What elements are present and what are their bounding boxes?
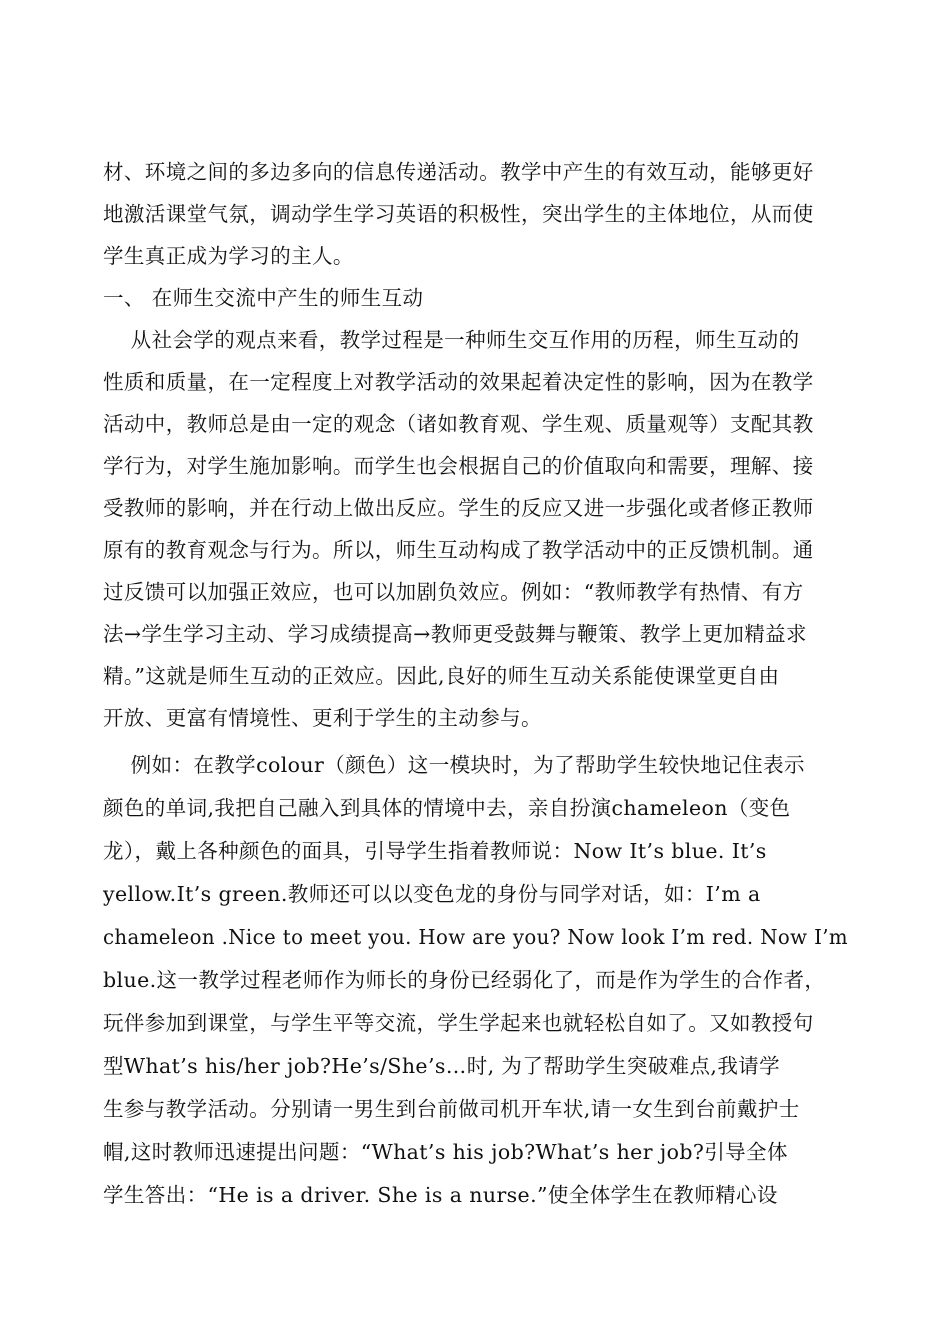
paragraph-line: 例如：在教学colour（颜色）这一模块时，为了帮助学生较快地记住表示 (103, 753, 805, 777)
paragraph-line: 学行为，对学生施加影响。而学生也会根据自己的价值取向和需要，理解、接 (103, 454, 814, 478)
paragraph-line: 法→学生学习主动、学习成绩提高→教师更受鼓舞与鞭策、教学上更加精益求 (103, 622, 807, 646)
paragraph-line: 材、环境之间的多边多向的信息传递活动。教学中产生的有效互动，能够更好 (103, 160, 814, 184)
paragraph-line: 龙），戴上各种颜色的面具，引导学生指着教师说：Now It’s blue. It’s (103, 839, 767, 863)
paragraph-line: 活动中，教师总是由一定的观念（诸如教育观、学生观、质量观等）支配其教 (103, 412, 814, 436)
paragraph-line: 受教师的影响，并在行动上做出反应。学生的反应又进一步强化或者修正教师 (103, 496, 814, 520)
paragraph-line: 学生答出：“He is a driver. She is a nurse.”使全体学生在教师精心设 (103, 1183, 778, 1207)
paragraph-line: yellow.It’s green.教师还可以以变色龙的身份与同学对话，如：I’m a (103, 882, 761, 906)
paragraph-line: 生参与教学活动。分别请一男生到台前做司机开车状,请一女生到台前戴护士 (103, 1097, 800, 1121)
paragraph-line: 精。”这就是师生互动的正效应。因此,良好的师生互动关系能使课堂更自由 (103, 664, 780, 688)
paragraph-line: 帽,这时教师迅速提出问题：“What’s his job?What’s her job?引导全体 (103, 1140, 788, 1164)
paragraph-line: 学生真正成为学习的主人。 (103, 244, 354, 268)
paragraph-line: 地激活课堂气氛，调动学生学习英语的积极性，突出学生的主体地位，从而使 (103, 202, 814, 226)
paragraph-line: 过反馈可以加强正效应，也可以加剧负效应。例如：“教师教学有热情、有方 (103, 580, 804, 604)
paragraph-line: 开放、更富有情境性、更利于学生的主动参与。 (103, 706, 542, 730)
paragraph-line: chameleon .Nice to meet you. How are you? Now look I’m red. Now I’m (103, 925, 849, 949)
paragraph-line: 原有的教育观念与行为。所以，师生互动构成了教学活动中的正反馈机制。通 (103, 538, 814, 562)
section-heading: 一、 在师生交流中产生的师生互动 (103, 286, 424, 310)
paragraph-line: 性质和质量，在一定程度上对教学活动的效果起着决定性的影响，因为在教学 (103, 370, 814, 394)
paragraph-line: 从社会学的观点来看，教学过程是一种师生交互作用的历程，师生互动的 (103, 328, 800, 352)
paragraph-line: 玩伴参加到课堂，与学生平等交流，学生学起来也就轻松自如了。又如教授句 (103, 1011, 814, 1035)
paragraph-line: 颜色的单词,我把自己融入到具体的情境中去，亲自扮演chameleon（变色 (103, 796, 791, 820)
paragraph-line: 型What’s his/her job?He’s/She’s…时, 为了帮助学生突破难点,我请学 (103, 1054, 781, 1078)
paragraph-line: blue.这一教学过程老师作为师长的身份已经弱化了，而是作为学生的合作者， (103, 968, 826, 992)
